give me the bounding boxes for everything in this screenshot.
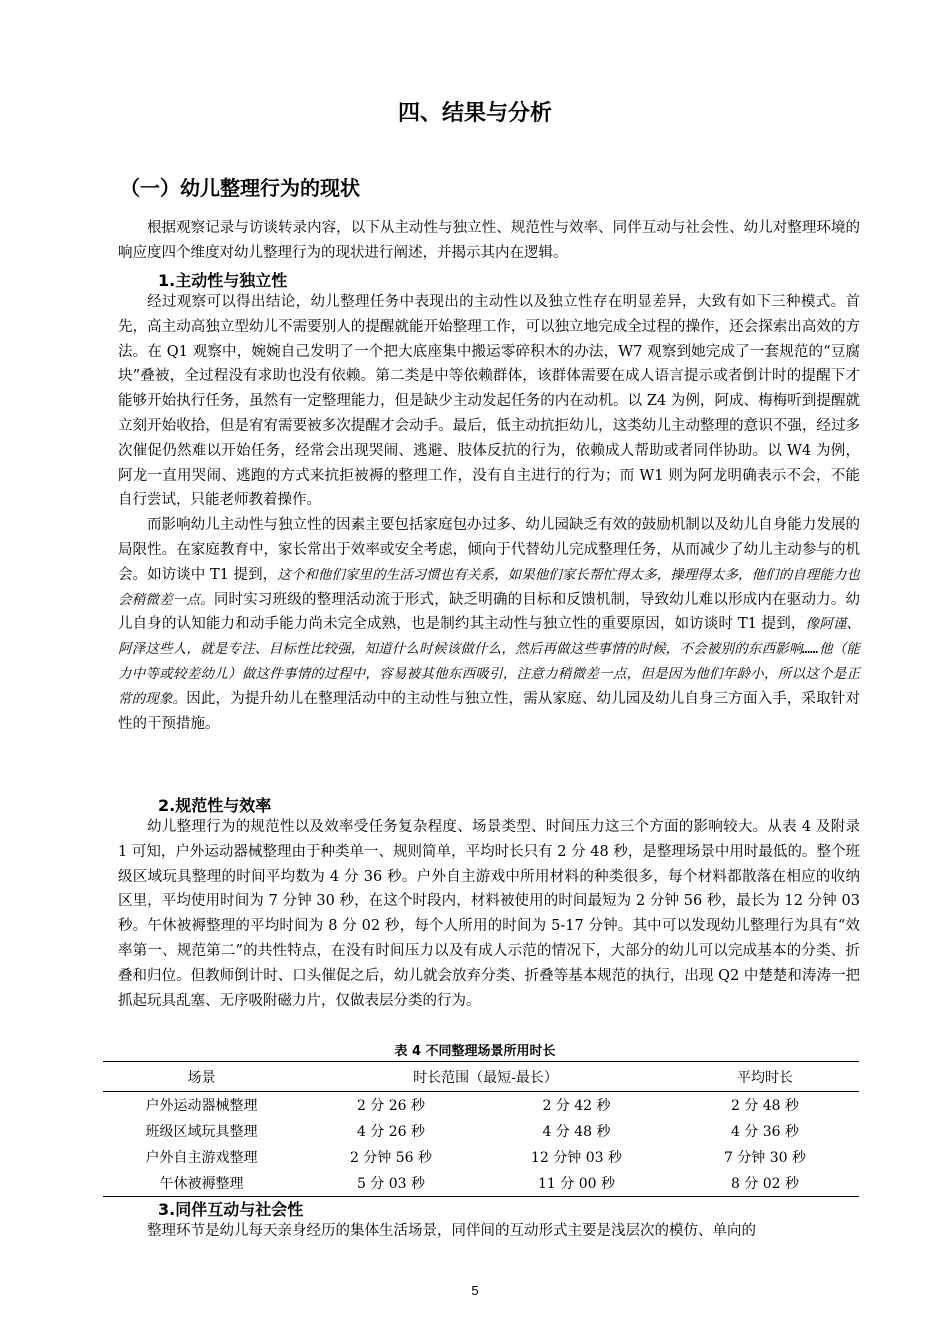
cell-scene: 班级区域玩具整理 xyxy=(145,1124,258,1140)
cell-scene: 午休被褥整理 xyxy=(103,1170,300,1197)
cell-average: 7 分钟 30 秒 xyxy=(723,1150,807,1166)
table-header-row xyxy=(103,1062,859,1092)
heading-initiative: 1.主动性与独立性 xyxy=(158,271,288,290)
peer-paragraph-1: 整理环节是幼儿每天亲身经历的集体生活场景，同伴间的互动形式主要是浅层次的模仿、单向的 xyxy=(147,1223,756,1239)
interview-quote-2: 像阿谨、阿泽这些人，就是专注、目标性比较强，知道什么时候该做什么，然后再做这些事情的时候，不会被别的东西影响……他（能力中等或较差幼儿）做这件事情的过程中，容易被其他东西吸引，注意力稍微差一点，但是因为他们年龄小，所以这个是正常的现象。 xyxy=(118,616,860,707)
cell-max: 2 分 42 秒 xyxy=(542,1098,611,1114)
initiative-paragraphs xyxy=(118,290,860,736)
table-row xyxy=(103,1092,859,1119)
p2-text-c: 因此，为提升幼儿在整理活动中的主动性与独立性，需从家庭、幼儿园及幼儿自身三方面入手，采取针对性的干预措施。 xyxy=(118,690,860,732)
p2-text-b: 同时实习班级的整理活动流于形式，缺乏明确的目标和反馈机制，导致幼儿难以形成内在驱动力。幼儿自身的认知能力和动手能力尚未完全成熟，也是制约其主动性与独立性的重要原因，如访谈时 T1 提到， xyxy=(118,591,861,633)
initiative-paragraph-1: 经过观察可以得出结论，幼儿整理任务中表现出的主动性以及独立性存在明显差异，大致有如下三种模式。首先，高主动高独立型幼儿不需要别人的提醒就能开始整理工作，可以独立地完成全过程的操作，还会探索出高效的方法。在 Q1 观察中，婉婉自己发明了一个把大底座集中搬运零碎积木的办法，W7 观察到她完成了一套规范的“豆腐块”叠被，全过程没有求助也没有依赖。第二类是中等依赖群体，该群体需要在成人语言提示或者倒计时的提醒下才能够开始执行任务，虽然有一定整理能力，但是缺少主动发起任务的内在动机。以 Z4 为例，阿成、梅梅听到提醒就立刻开始收拾，但是宥宥需要被多次提醒才会动手。最后，低主动抗拒幼儿，这类幼儿主动整理的意识不强，经过多次催促仍然难以开始任务，经常会出现哭闹、逃避、肢体反抗的行为，依赖成人帮助或者同伴协助。以 W4 为例，阿龙一直用哭闹、逃跑的方式来抗拒被褥的整理工作，没有自主进行的行为；而 W1 则为阿龙明确表示不会，不能自行尝试，只能老师教着操作。 xyxy=(118,294,860,509)
cell-min: 2 分 26 秒 xyxy=(356,1098,426,1114)
table-row xyxy=(103,1170,859,1197)
table-caption: 表 4 不同整理场景所用时长 xyxy=(394,1044,556,1059)
heading-norms-efficiency: 2.规范性与效率 xyxy=(158,796,272,815)
norms-paragraph-1: 幼儿整理行为的规范性以及效率受任务复杂程度、场景类型、时间压力这三个方面的影响较大。从表 4 及附录 1 可知，户外运动器械整理由于种类单一、规则简单，平均时长只有 2 分 48 秒，是整理场景中用时最低的。整个班级区域玩具整理的时间平均数为 4 分 36 秒。户外自主游戏中所用材料的种类很多，每个材料都散落在相应的收纳区里，平均使用时间为 7 分钟 30 秒，在这个时段内，材料被使用的时间最短为 2 分钟 56 秒，最长为 12 分钟 03 秒。午休被褥整理的平均时间为 8 分 02 秒，每个人所用的时间为 5-17 分钟。其中可以发现幼儿整理行为具有“效率第一、规范第二”的共性特点，在没有时间压力以及有成人示范的情况下，大部分的幼儿可以完成基本的分类、折叠和归位。但教师倒计时、口头催促之后，幼儿就会放弃分类、折叠等基本规范的执行，出现 Q2 中楚楚和涛涛一把抓起玩具乱塞、无序吸附磁力片，仅做表层分类的行为。 xyxy=(118,819,860,1009)
peer-paragraph xyxy=(118,1219,860,1244)
cell-max: 12 分钟 03 秒 xyxy=(531,1150,622,1166)
cell-average: 8 分 02 秒 xyxy=(671,1170,859,1197)
table-row xyxy=(103,1144,859,1170)
heading-peer-interaction: 3.同伴互动与社会性 xyxy=(158,1200,304,1219)
table-row xyxy=(103,1118,859,1144)
cell-average: 4 分 36 秒 xyxy=(730,1124,800,1140)
cell-min: 2 分钟 56 秒 xyxy=(349,1150,433,1166)
page-number: 5 xyxy=(471,1283,479,1298)
cell-max: 4 分 48 秒 xyxy=(542,1124,611,1140)
interview-quote-1: 这个和他们家里的生活习惯也有关系，如果他们家长帮忙得太多，操理得太多，他们的自理能力也会稍微差一点。 xyxy=(118,566,860,608)
section-title: 四、结果与分析 xyxy=(397,101,552,126)
p2-text-a: 而影响幼儿主动性与独立性的因素主要包括家庭包办过多、幼儿园缺乏有效的鼓励机制以及幼儿自身能力发展的局限性。在家庭教育中，家长常出于效率或安全考虑，倾向于代替幼儿完成整理任务，从而减少了幼儿主动参与的机会。如访谈中 T1 提到， xyxy=(118,517,860,583)
cell-min: 5 分 03 秒 xyxy=(300,1170,482,1197)
intro-paragraph xyxy=(118,216,860,266)
subsection-title: （一）幼儿整理行为的现状 xyxy=(120,176,360,200)
header-average: 平均时长 xyxy=(671,1062,859,1092)
cell-scene: 户外运动器械整理 xyxy=(145,1098,258,1114)
cell-scene: 户外自主游戏整理 xyxy=(145,1150,258,1166)
initiative-paragraph-2 xyxy=(118,513,860,736)
duration-table xyxy=(103,1061,859,1197)
intro-text: 根据观察记录与访谈转录内容，以下从主动性与独立性、规范性与效率、同伴互动与社会性、幼儿对整理环境的响应度四个维度对幼儿整理行为的现状进行阐述，并揭示其内在逻辑。 xyxy=(118,220,860,261)
header-scene: 场景 xyxy=(103,1062,300,1092)
cell-min: 4 分 26 秒 xyxy=(356,1124,426,1140)
norms-paragraph xyxy=(118,815,860,1013)
header-range: 时长范围（最短-最长） xyxy=(300,1062,671,1092)
cell-max: 11 分 00 秒 xyxy=(482,1170,671,1197)
cell-average: 2 分 48 秒 xyxy=(730,1098,800,1114)
